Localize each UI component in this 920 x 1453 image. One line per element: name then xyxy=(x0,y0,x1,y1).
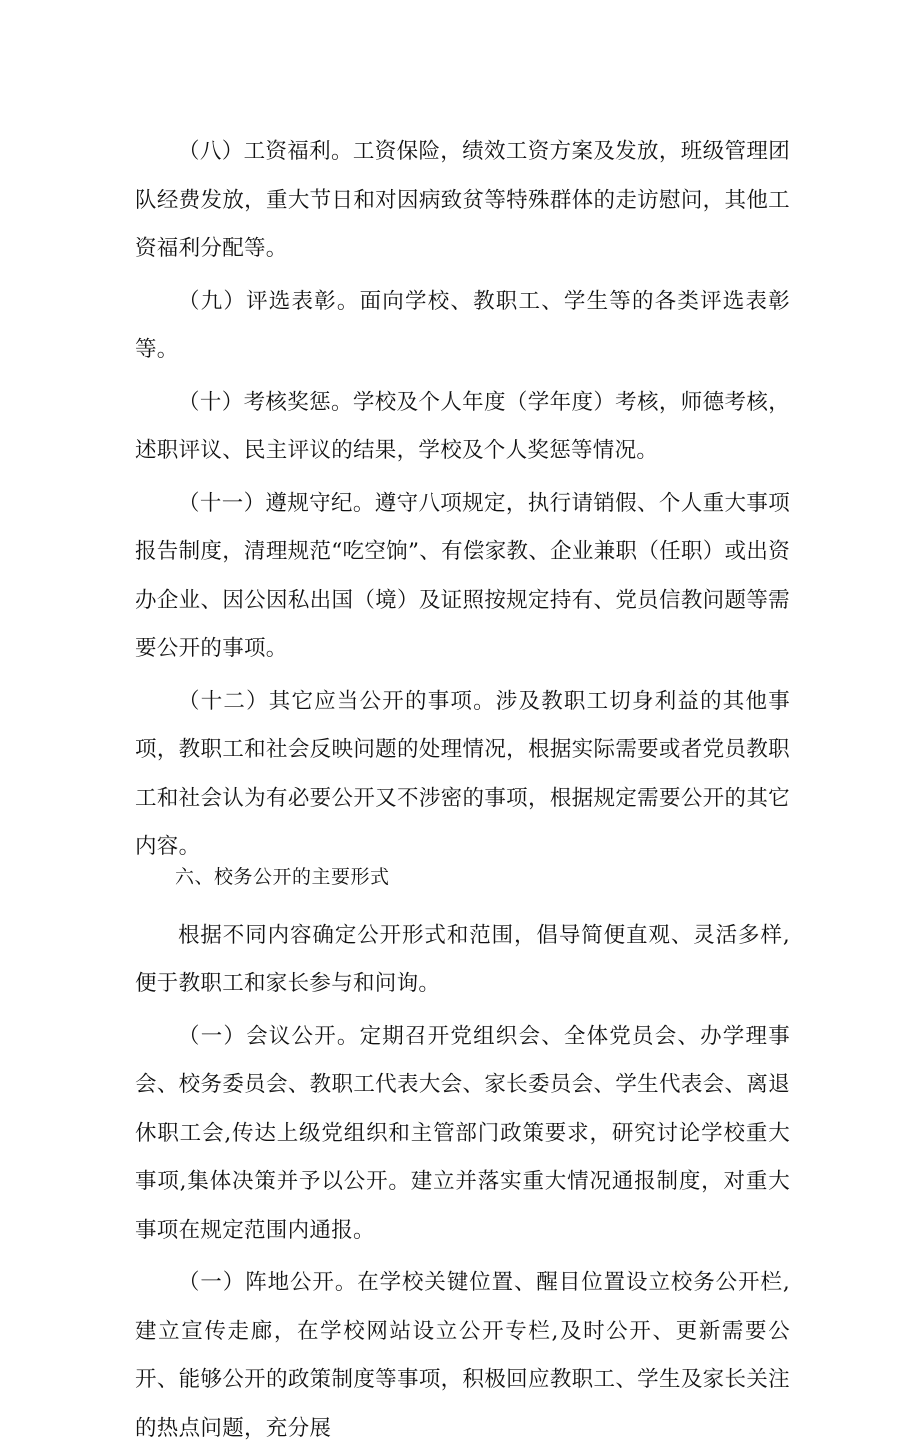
paragraph-assessment: （十）考核奖惩。学校及个人年度（学年度）考核，师德考核，述职评议、民主评议的结果，学校及个人奖惩等情况。 xyxy=(135,389,790,463)
paragraph-awards: （九）评选表彰。面向学校、教职工、学生等的各类评选表彰等。 xyxy=(135,288,790,362)
document-body xyxy=(135,128,790,1453)
paragraph-wages-benefits: （八）工资福利。工资保险，绩效工资方案及发放，班级管理团队经费发放，重大节日和对因病致贫等特殊群体的走访慰问，其他工资福利分配等。 xyxy=(135,139,790,261)
paragraph-discipline: （十一）遵规守纪。遵守八项规定，执行请销假、个人重大事项报告制度，清理规范“吃空饷”、有偿家教、企业兼职（任职）或出资办企业、因公因私出国（境）及证照按规定持有、党员信教问题等需要公开的事项。 xyxy=(135,490,790,661)
paragraph-venue-disclosure: （一）阵地公开。在学校关键位置、醒目位置设立校务公开栏,建立宣传走廊，在学校网站设立公开专栏,及时公开、更新需要公开、能够公开的政策制度等事项，积极回应教职工、学生及家长关注的热点问题，充分展 xyxy=(135,1270,790,1441)
section-heading: 六、校务公开的主要形式 xyxy=(175,865,390,888)
paragraph-meeting-disclosure: （一）会议公开。定期召开党组织会、全体党员会、办学理事会、校务委员会、教职工代表大会、家长委员会、学生代表会、离退休职工会,传达上级党组织和主管部门政策要求，研究讨论学校重大事项,集体决策并予以公开。建立并落实重大情况通报制度，对重大事项在规定范围内通报。 xyxy=(135,1023,790,1243)
paragraph-forms-intro: 根据不同内容确定公开形式和范围，倡导简便直观、灵活多样,便于教职工和家长参与和问询。 xyxy=(135,922,790,996)
paragraph-other-matters: （十二）其它应当公开的事项。涉及教职工切身利益的其他事项，教职工和社会反映问题的处理情况，根据实际需要或者党员教职工和社会认为有必要公开又不涉密的事项，根据规定需要公开的其它内容。 xyxy=(135,688,790,859)
